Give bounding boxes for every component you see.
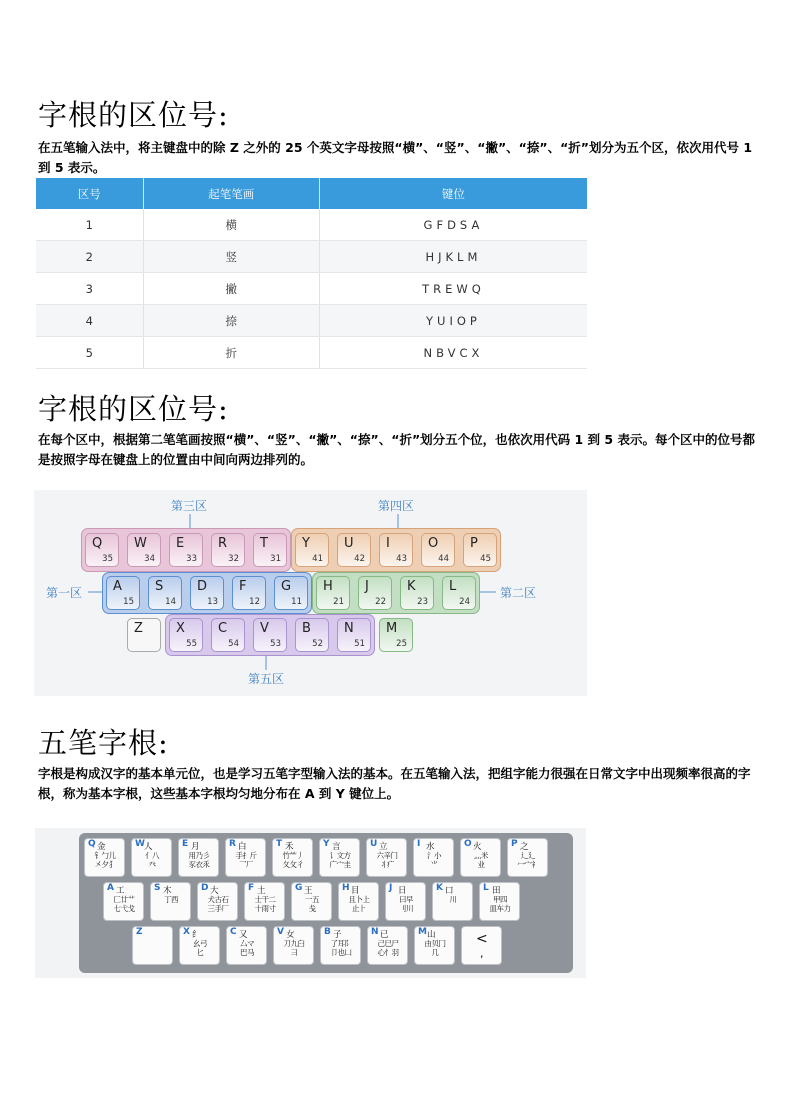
zone5-label: 第五区 — [248, 672, 285, 686]
radical-key-i — [413, 838, 454, 877]
key-number: 44 — [438, 554, 449, 564]
section-title-2: 字根的区位号: — [38, 392, 229, 426]
zone1-label: 第一区 — [46, 586, 83, 600]
radical-key-main: 日 — [398, 886, 407, 896]
radical-key-m — [414, 926, 455, 965]
radical-key-l — [479, 882, 520, 921]
key-y — [295, 533, 329, 567]
radical-key-roots: 灬米 业 — [474, 851, 488, 869]
radical-key-roots: 六辛门 丬疒 — [376, 851, 398, 869]
radical-key-roots: 犬古石 三手厂 — [207, 895, 229, 913]
radical-key-roots: 辶廴 冖宀礻 — [517, 851, 539, 869]
radical-key-b — [320, 926, 361, 965]
radical-key-roots: 匚廿艹 七弋戈 — [113, 895, 135, 913]
radical-key-c — [226, 926, 267, 965]
table-cell: GFDSA — [319, 209, 587, 241]
key-g — [274, 576, 308, 610]
radical-key-v — [273, 926, 314, 965]
radical-key-main: 月 — [191, 842, 200, 852]
key-number: 11 — [291, 597, 302, 607]
key-number: 34 — [144, 554, 155, 564]
radical-key-main: 立 — [379, 842, 388, 852]
radical-key-roots: 刀九臼 彐 — [283, 939, 305, 957]
radical-key-p — [507, 838, 548, 877]
radical-key-letter: K — [436, 883, 443, 893]
key-letter: A — [113, 579, 122, 594]
radical-key-letter: Z — [136, 927, 143, 937]
radical-key-u — [366, 838, 407, 877]
key-letter: X — [176, 621, 185, 636]
key-number: 35 — [102, 554, 113, 564]
key-q — [85, 533, 119, 567]
radical-key-roots: 甲四 皿车力 — [489, 895, 511, 913]
key-letter: R — [218, 536, 228, 551]
key-letter: I — [386, 536, 390, 551]
radical-key-j — [385, 882, 426, 921]
key-w — [127, 533, 161, 567]
key-p — [463, 533, 497, 567]
key-letter: Q — [92, 536, 103, 551]
radical-key-roots: , — [480, 947, 483, 960]
radical-key-lt — [461, 926, 502, 965]
key-r — [211, 533, 245, 567]
radical-key-letter: H — [342, 883, 350, 893]
key-z — [127, 618, 161, 652]
radical-key-letter: Q — [88, 839, 96, 849]
table-cell: 3 — [36, 273, 143, 305]
key-t — [253, 533, 287, 567]
key-number: 41 — [312, 554, 323, 564]
radical-key-main: 山 — [427, 930, 436, 940]
key-letter: K — [407, 579, 416, 594]
key-l — [442, 576, 476, 610]
section-text-2: 在每个区中，根据第二笔笔画按照“横”、“竖”、“撇”、“捺”、“折”划分五个位，也依次用代码 1 到 5 表示。每个区中的位号都是按照字母在键盘上的位置由中间向两边排列的。 — [38, 432, 755, 467]
key-k — [400, 576, 434, 610]
key-number: 32 — [228, 554, 239, 564]
key-letter: U — [344, 536, 354, 551]
radical-key-letter: C — [230, 927, 237, 937]
radical-key-n — [367, 926, 408, 965]
radical-key-s — [150, 882, 191, 921]
key-i — [379, 533, 413, 567]
radical-key-main: 水 — [426, 842, 435, 852]
key-letter: L — [449, 579, 457, 594]
radical-key-roots: 用乃彡 豕衣乑 — [188, 851, 210, 869]
radical-key-d — [197, 882, 238, 921]
section-title-1: 字根的区位号: — [38, 98, 229, 132]
key-letter: J — [365, 579, 369, 594]
radical-key-letter: < — [476, 931, 488, 947]
key-number: 51 — [354, 639, 365, 649]
key-u — [337, 533, 371, 567]
radical-key-main: 木 — [163, 886, 172, 896]
key-letter: W — [134, 536, 147, 551]
section-text-1: 在五笔输入法中，将主键盘中的除 Z 之外的 25 个英文字母按照“横”、“竖”、“撇”、“捺”、“折”划分为五个区，依次用代号 1 到 5 表示。 — [38, 140, 753, 175]
radical-key-letter: M — [418, 927, 427, 937]
radical-key-t — [272, 838, 313, 877]
radical-key-main: 纟 — [192, 930, 201, 940]
radical-key-a — [103, 882, 144, 921]
radical-key-k — [432, 882, 473, 921]
radical-key-main: 工 — [116, 886, 125, 896]
key-m — [379, 618, 413, 652]
radical-key-main: 田 — [492, 886, 501, 896]
radical-key-main: 禾 — [285, 842, 294, 852]
table-header-keys: 键位 — [319, 178, 587, 209]
radical-key-main: 之 — [520, 842, 529, 852]
radical-key-main: 言 — [332, 842, 341, 852]
radical-key-letter: D — [201, 883, 209, 893]
radical-key-letter: O — [464, 839, 472, 849]
table-cell: 1 — [36, 209, 143, 241]
table-cell: 4 — [36, 305, 143, 337]
radical-key-roots: 丁西 — [164, 895, 178, 904]
radical-key-e — [178, 838, 219, 877]
table-cell: 折 — [143, 337, 319, 369]
table-row — [36, 273, 587, 305]
radical-key-letter: G — [295, 883, 303, 893]
table-cell: 横 — [143, 209, 319, 241]
zone2-label: 第二区 — [500, 586, 537, 600]
radical-key-letter: S — [154, 883, 161, 893]
radical-key-main: 王 — [304, 886, 313, 896]
radical-key-main: 人 — [144, 842, 153, 852]
key-number: 45 — [480, 554, 491, 564]
table-row — [36, 337, 587, 369]
key-f — [232, 576, 266, 610]
table-cell: TREWQ — [319, 273, 587, 305]
radical-key-h — [338, 882, 379, 921]
zone3-label: 第三区 — [171, 499, 208, 513]
table-cell: NBVCX — [319, 337, 587, 369]
key-e — [169, 533, 203, 567]
radical-key-roots: 亻八 癶 — [145, 851, 159, 869]
table-cell: 捺 — [143, 305, 319, 337]
table-cell: 2 — [36, 241, 143, 273]
radical-key-letter: P — [511, 839, 518, 849]
radical-key-letter: T — [276, 839, 283, 849]
radical-key-main: 白 — [238, 842, 247, 852]
key-number: 54 — [228, 639, 239, 649]
key-c — [211, 618, 245, 652]
key-number: 21 — [333, 597, 344, 607]
key-b — [295, 618, 329, 652]
table-cell: 撇 — [143, 273, 319, 305]
key-d — [190, 576, 224, 610]
table-header-stroke: 起笔笔画 — [143, 178, 319, 209]
radical-key-main: 又 — [239, 930, 248, 940]
key-n — [337, 618, 371, 652]
radical-key-roots: 士干二 十雨寸 — [254, 895, 276, 913]
radical-key-o — [460, 838, 501, 877]
key-number: 53 — [270, 639, 281, 649]
key-number: 25 — [396, 639, 407, 649]
radical-key-letter: E — [182, 839, 189, 849]
radical-key-g — [291, 882, 332, 921]
key-number: 22 — [375, 597, 386, 607]
radical-key-r — [225, 838, 266, 877]
key-number: 15 — [123, 597, 134, 607]
table-row — [36, 241, 587, 273]
radical-key-main: 大 — [210, 886, 219, 896]
table-row — [36, 209, 587, 241]
radical-key-roots: 钅勹儿 㐅夕犭 — [94, 851, 116, 869]
zone-table — [36, 178, 587, 369]
radical-key-roots: 讠文方 广宀圭 — [329, 851, 351, 869]
table-cell: 5 — [36, 337, 143, 369]
zone-keyboard — [34, 490, 587, 696]
key-a — [106, 576, 140, 610]
key-number: 14 — [165, 597, 176, 607]
radical-key-z — [132, 926, 173, 965]
key-number: 55 — [186, 639, 197, 649]
radical-key-roots: 竹⺮丿 夂攵彳 — [282, 851, 304, 869]
radical-key-main: 已 — [380, 930, 389, 940]
radical-key-main: 子 — [333, 930, 342, 940]
radical-key-letter: I — [417, 839, 421, 849]
radical-key-y — [319, 838, 360, 877]
radical-key-main: 火 — [473, 842, 482, 852]
radical-key-letter: B — [324, 927, 331, 937]
key-letter: O — [428, 536, 439, 551]
key-letter: S — [155, 579, 164, 594]
key-letter: B — [302, 621, 311, 636]
table-cell: HJKLM — [319, 241, 587, 273]
radical-key-letter: L — [483, 883, 489, 893]
table-cell: YUIOP — [319, 305, 587, 337]
key-x — [169, 618, 203, 652]
table-row — [36, 305, 587, 337]
radical-key-w — [131, 838, 172, 877]
radical-key-letter: A — [107, 883, 114, 893]
radical-key-letter: V — [277, 927, 284, 937]
key-letter: V — [260, 621, 269, 636]
radical-key-q — [84, 838, 125, 877]
radical-key-main: 目 — [351, 886, 360, 896]
key-letter: Z — [134, 621, 143, 636]
radical-key-main: 金 — [97, 842, 106, 852]
key-v — [253, 618, 287, 652]
radical-key-letter: R — [229, 839, 236, 849]
key-letter: Y — [302, 536, 310, 551]
radical-key-main: 土 — [257, 886, 266, 896]
section-text-3: 字根是构成汉字的基本单元位，也是学习五笔字型输入法的基本。在五笔输入法，把组字能力很强在日常文字中出现频率很高的字根，称为基本字根，这些基本字根均匀地分布在 A 到 Y 键位上。 — [38, 766, 751, 801]
key-j — [358, 576, 392, 610]
key-letter: G — [281, 579, 292, 594]
key-letter: C — [218, 621, 228, 636]
radical-key-letter: J — [389, 883, 393, 893]
key-h — [316, 576, 350, 610]
zone4-label: 第四区 — [378, 499, 415, 513]
radical-key-roots: 幺弓 匕 — [193, 939, 207, 957]
radical-key-letter: F — [248, 883, 255, 893]
key-number: 12 — [249, 597, 260, 607]
key-o — [421, 533, 455, 567]
radical-key-roots: 且卜上 止⺊ — [348, 895, 370, 913]
key-number: 52 — [312, 639, 323, 649]
radical-keyboard — [35, 828, 586, 978]
section-title-3: 五笔字根: — [38, 726, 169, 760]
key-letter: M — [386, 621, 398, 636]
key-number: 31 — [270, 554, 281, 564]
key-number: 13 — [207, 597, 218, 607]
table-cell: 竖 — [143, 241, 319, 273]
table-header-zone: 区号 — [36, 178, 143, 209]
key-letter: H — [323, 579, 333, 594]
key-letter: P — [470, 536, 478, 551]
radical-key-letter: W — [135, 839, 145, 849]
radical-key-roots: 手扌斤 乛厂 — [235, 851, 257, 869]
radical-key-roots: 由贝冂 几 — [424, 939, 446, 957]
key-number: 24 — [459, 597, 470, 607]
key-number: 33 — [186, 554, 197, 564]
radical-key-letter: Y — [323, 839, 330, 849]
key-s — [148, 576, 182, 610]
radical-key-x — [179, 926, 220, 965]
key-number: 43 — [396, 554, 407, 564]
radical-key-main: 口 — [445, 886, 454, 896]
key-letter: F — [239, 579, 247, 594]
radical-key-roots: 曰早 刂川 — [399, 895, 413, 913]
key-letter: T — [260, 536, 268, 551]
radical-key-roots: 一五 戋 — [305, 895, 319, 913]
key-number: 23 — [417, 597, 428, 607]
radical-key-letter: X — [183, 927, 190, 937]
radical-key-roots: 了耳阝 卩也凵 — [330, 939, 352, 957]
key-letter: D — [197, 579, 208, 594]
radical-key-roots: 厶マ 巴马 — [240, 939, 254, 957]
key-number: 42 — [354, 554, 365, 564]
radical-key-roots: 己巳尸 心忄羽 — [377, 939, 399, 957]
key-letter: N — [344, 621, 354, 636]
radical-key-f — [244, 882, 285, 921]
radical-key-roots: 氵小 ⺌ — [427, 851, 441, 869]
radical-key-letter: N — [371, 927, 379, 937]
key-letter: E — [176, 536, 185, 551]
radical-key-letter: U — [370, 839, 378, 849]
radical-key-roots: 川 — [449, 895, 457, 904]
radical-key-main: 女 — [286, 930, 295, 940]
